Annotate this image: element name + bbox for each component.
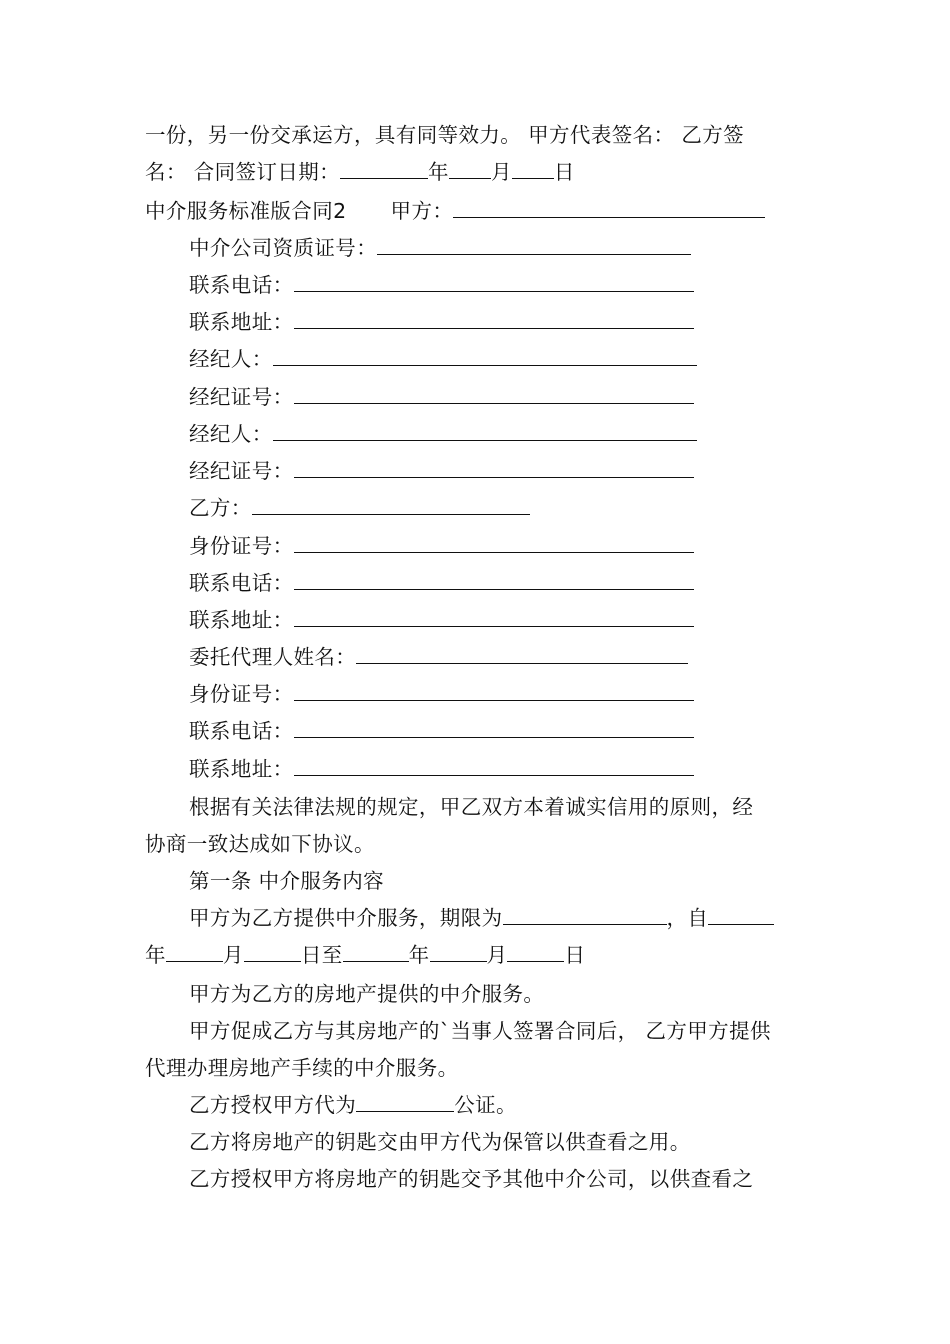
paragraph-line: 甲方促成乙方与其房地产的`当事人签署合同后， 乙方甲方提供 (189, 1019, 771, 1043)
field-label: 乙方： (189, 496, 252, 520)
form-field (189, 457, 694, 485)
form-field (189, 755, 694, 783)
field-label: 联系电话： (189, 571, 294, 595)
field-label: 身份证号： (189, 682, 294, 706)
field-blank (252, 494, 530, 515)
line-text: 日 (564, 943, 586, 967)
line-text: 年 (408, 943, 430, 967)
contract-title-line (145, 197, 765, 225)
line-text: ，自 (666, 906, 709, 930)
field-blank (273, 345, 697, 366)
form-field (189, 717, 694, 745)
line-text: 年 (145, 943, 166, 967)
form-field (189, 532, 694, 560)
field-blank (294, 457, 694, 478)
date-range-line (145, 941, 585, 969)
field-label: 身份证号： (189, 534, 294, 558)
field-blank (294, 308, 694, 329)
form-field (189, 271, 694, 299)
form-field (189, 345, 697, 373)
paragraph-line: 甲方为乙方的房地产提供的中介服务。 (189, 982, 545, 1006)
line-text: 甲方为乙方提供中介服务，期限为 (189, 906, 503, 930)
form-field (189, 606, 694, 634)
field-label: 联系地址： (189, 757, 294, 781)
form-field (189, 680, 694, 708)
year-blank (343, 941, 409, 962)
field-blank (294, 680, 694, 701)
field-label: 联系地址： (189, 608, 294, 632)
field-blank (294, 271, 694, 292)
field-blank (273, 420, 697, 441)
line-text: 月 (486, 943, 508, 967)
form-field (189, 420, 697, 448)
paragraph-line: 根据有关法律法规的规定，甲乙双方本着诚实信用的原则，经 (189, 795, 754, 819)
field-blank (377, 234, 691, 255)
paragraph-line: 乙方将房地产的钥匙交由甲方代为保管以供查看之用。 (189, 1130, 691, 1154)
signing-date-line (145, 158, 575, 186)
form-field (189, 383, 694, 411)
field-label: 联系电话： (189, 719, 294, 743)
form-field (189, 494, 530, 522)
service-term-line (189, 904, 774, 932)
field-label: 中介公司资质证号： (189, 236, 378, 260)
form-field (189, 643, 688, 671)
line-text: 日至 (300, 943, 343, 967)
term-blank (503, 904, 667, 925)
line-text: 月 (222, 943, 244, 967)
field-label: 经纪人： (189, 347, 273, 371)
party-a-blank (453, 197, 765, 218)
month-blank (449, 158, 491, 179)
day-blank (507, 941, 564, 962)
field-label: 联系电话： (189, 273, 294, 297)
field-blank (356, 643, 688, 664)
paragraph-line: 协商一致达成如下协议。 (145, 832, 375, 856)
field-blank (294, 569, 694, 590)
field-label: 经纪证号： (189, 459, 294, 483)
year-blank (340, 158, 428, 179)
paragraph-line: 代理办理房地产手续的中介服务。 (145, 1056, 459, 1080)
field-label: 经纪证号： (189, 385, 294, 409)
field-blank (294, 606, 694, 627)
month-blank (166, 941, 223, 962)
line-text: 月 (490, 160, 512, 184)
line-text: 年 (428, 160, 449, 184)
field-label: 甲方： (390, 199, 454, 223)
form-field (189, 308, 694, 336)
notary-line (189, 1091, 517, 1119)
form-field (189, 234, 691, 262)
field-label: 经纪人： (189, 422, 273, 446)
day-blank (512, 158, 554, 179)
month-blank (430, 941, 487, 962)
year-blank (708, 904, 774, 925)
notary-blank (356, 1091, 454, 1112)
line-text: 公证。 (454, 1093, 517, 1117)
section-heading: 第一条 中介服务内容 (189, 869, 385, 893)
line-text: 乙方授权甲方代为 (189, 1093, 357, 1117)
text-line: 一份，另一份交承运方，具有同等效力。 甲方代表签名： 乙方签 (145, 123, 745, 147)
form-field (189, 569, 694, 597)
field-blank (294, 755, 694, 776)
field-blank (294, 532, 694, 553)
line-text: 日 (553, 160, 575, 184)
field-label: 联系地址： (189, 310, 294, 334)
field-blank (294, 717, 694, 738)
field-label: 委托代理人姓名： (189, 645, 357, 669)
line-text: 名： 合同签订日期： (145, 160, 341, 184)
field-blank (294, 383, 694, 404)
day-blank (244, 941, 301, 962)
contract-title: 中介服务标准版合同2 (145, 199, 347, 223)
paragraph-line: 乙方授权甲方将房地产的钥匙交予其他中介公司，以供查看之 (189, 1167, 754, 1191)
